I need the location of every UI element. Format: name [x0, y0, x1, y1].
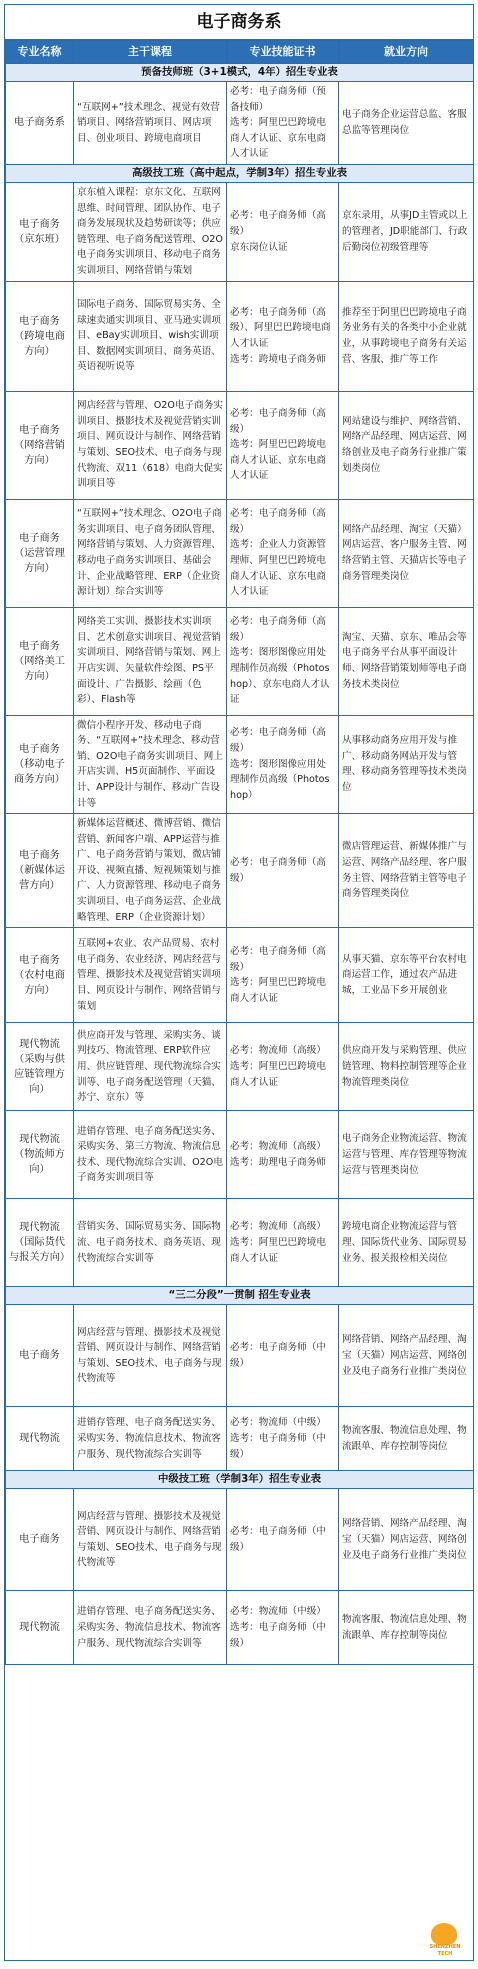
courses-cell: 新媒体运营概述、微博营销、微信营销、新闻客户端、APP运营与推广、电子商务营销与策划、微店铺开设、视频直播、短视频策划与推广、人力资源管理、移动电子商务实训项目、电子商务运营、企业战略管理、ERP（企业资源计划） — [74, 814, 227, 928]
career-cell: 从事移动商务应用开发与推广、移动商务网站开发与管理、移动商务管理等技术类岗位 — [339, 715, 474, 814]
section-header-row — [6, 1287, 474, 1305]
table-row — [6, 607, 474, 715]
section-title: “三二分段”一贯制 招生专业表 — [6, 1287, 474, 1305]
header-career: 就业方向 — [339, 41, 474, 64]
courses-cell: 网店经营与管理、O2O电子商务实训项目、摄影技术及视觉营销实训项目、网页设计与制作、网络营销与策划、SEO技术、电子商务与现代物流、双11（618）电商大促实训项目等 — [74, 391, 227, 499]
career-cell: 网站建设与维护、网络营销、网络产品经理、网店运营、网络创业及电子商务行业推广策划类岗位 — [339, 391, 474, 499]
section-title: 中级技工班（学制3年）招生专业表 — [6, 1471, 474, 1489]
section-header-row — [6, 1471, 474, 1489]
courses-cell: 营销实务、国际贸易实务、国际物流、电子商务技术、商务英语、现代物流综合实训等 — [74, 1199, 227, 1287]
certificate-cell: 必考：物流师（高级） 选考：阿里巴巴跨境电商人才认证 — [227, 1199, 339, 1287]
courses-cell: 网店经营与管理、摄影技术及视觉营销、网页设计与制作、网络营销与策划、SEO技术、电子商务与现代物流等 — [74, 1305, 227, 1407]
table-row — [6, 1023, 474, 1111]
career-cell: 网络产品经理、淘宝（天猫）网店运营、客户服务主管、网络营销主管、天猫店长等电子商务管理类岗位 — [339, 499, 474, 607]
school-logo-text: SHENZHEN TECH — [429, 1944, 461, 1957]
table-header-row — [6, 41, 474, 64]
major-name-cell: 电子商务（跨境电商方向） — [6, 281, 74, 391]
courses-cell: 进销存管理、电子商务配送实务、采购实务、物流信息技术、物流客户服务、现代物流综合实训等 — [74, 1591, 227, 1665]
career-cell: 物流客服、物流信息处理、物流跟单、库存控制等岗位 — [339, 1407, 474, 1471]
table-row — [6, 1591, 474, 1665]
major-name-cell: 电子商务（运营管理方向） — [6, 499, 74, 607]
major-name-cell: 电子商务系 — [6, 82, 74, 165]
major-name-cell: 电子商务（网络营销方向） — [6, 391, 74, 499]
courses-cell: 互联网+农业、农产品贸易、农村电子商务、农业经济、网店经营与管理、摄影技术及视觉营销实训项目、网页设计与制作、网络营销与策划 — [74, 928, 227, 1023]
table-row — [6, 715, 474, 814]
courses-cell: 进销存管理、电子商务配送实务、采购实务、第三方物流、物流信息技术、现代物流综合实训、O2O电子商务实训项目等 — [74, 1111, 227, 1199]
majors-table — [5, 40, 474, 1665]
certificate-cell: 必考：电子商务师（预备技师） 选考：阿里巴巴跨境电商人才认证、京东电商人才认证 — [227, 82, 339, 165]
courses-cell: 供应商开发与管理、采购实务、谈判技巧、物流管理、ERP软件应用、供应链管理、现代物流综合实训等、电子商务配送管理（天猫、苏宁、京东）等 — [74, 1023, 227, 1111]
major-name-cell: 现代物流 — [6, 1591, 74, 1665]
courses-cell: 网店经营与管理、摄影技术及视觉营销、网页设计与制作、网络营销与策划、SEO技术、电子商务与现代物流等 — [74, 1489, 227, 1591]
major-name-cell: 现代物流 — [6, 1407, 74, 1471]
career-cell: 微店管理运营、新媒体推广与运营、网络产品经理、客户服务主管、网络营销主管等电子商务管理类岗位 — [339, 814, 474, 928]
courses-cell: “互联网+”技术理念、视觉有效营销项目、网络营销项目、网店项目、创业项目、跨境电商项目 — [74, 82, 227, 165]
table-row — [6, 1305, 474, 1407]
certificate-cell: 必考：物流师（中级） 选考：电子商务师（中级） — [227, 1591, 339, 1665]
header-major: 专业名称 — [6, 41, 74, 64]
courses-cell: 微信小程序开发、移动电子商务、“互联网+”技术理念、移动营销、O2O电子商务实训项目、网上开店实训、H5页面制作、平面设计、APP设计与制作、移动广告设计等 — [74, 715, 227, 814]
career-cell: 物流客服、物流信息处理、物流跟单、库存控制等岗位 — [339, 1591, 474, 1665]
table-row — [6, 82, 474, 165]
certificate-cell: 必考：电子商务师（高级） — [227, 814, 339, 928]
table-row — [6, 1199, 474, 1287]
header-courses: 主干课程 — [74, 41, 227, 64]
career-cell: 跨境电商企业物流运营与管理、国际货代业务、国际贸易业务、报关报检相关岗位 — [339, 1199, 474, 1287]
table-row — [6, 1489, 474, 1591]
table-row — [6, 391, 474, 499]
career-cell: 电子商务企业运营总监、客服总监等管理岗位 — [339, 82, 474, 165]
document-page — [4, 4, 474, 1961]
certificate-cell: 必考：物流师（高级） 选考：助理电子商务师 — [227, 1111, 339, 1199]
page-title: 电子商务系 — [5, 5, 473, 40]
certificate-cell: 必考：电子商务师（高级） 选考：图形图像应用处理制作员高级（Photoshop） — [227, 715, 339, 814]
table-row — [6, 1111, 474, 1199]
certificate-cell: 必考：电子商务师（高级） 选考：阿里巴巴跨境电商人才认证 — [227, 928, 339, 1023]
major-name-cell: 电子商务（农村电商方向） — [6, 928, 74, 1023]
school-logo — [423, 1920, 467, 1957]
certificate-cell: 必考：电子商务师（中级） — [227, 1489, 339, 1591]
major-name-cell: 电子商务（京东班） — [6, 182, 74, 281]
career-cell: 京东录用，从事JD主管或以上的管理者，JD职能部门、行政后勤岗位初级管理等 — [339, 182, 474, 281]
section-title: 预备技师班（3+1模式，4年）招生专业表 — [6, 64, 474, 82]
table-row — [6, 499, 474, 607]
certificate-cell: 必考：电子商务师（高级） 选考：阿里巴巴跨境电商人才认证、京东电商人才认证 — [227, 391, 339, 499]
certificate-cell: 必考：电子商务师（高级）、阿里巴巴跨境电商人才认证 选考：跨境电子商务师 — [227, 281, 339, 391]
career-cell: 网络营销、网络产品经理、淘宝（天猫）网店运营、网络创业及电子商务行业推广类岗位 — [339, 1305, 474, 1407]
major-name-cell: 电子商务 — [6, 1305, 74, 1407]
header-certificate: 专业技能证书 — [227, 41, 339, 64]
table-body — [6, 64, 474, 1665]
certificate-cell: 必考：电子商务师（高级） 选考：企业人力资源管理师、阿里巴巴跨境电商人才认证、京东电商人才认证 — [227, 499, 339, 607]
section-header-row — [6, 64, 474, 82]
career-cell: 淘宝、天猫、京东、唯品会等电子商务平台从事平面设计师、网络营销策划师等电子商务技术类岗位 — [339, 607, 474, 715]
major-name-cell: 电子商务（网络美工方向） — [6, 607, 74, 715]
table-row — [6, 1407, 474, 1471]
major-name-cell: 电子商务（移动电子商务方向） — [6, 715, 74, 814]
table-row — [6, 814, 474, 928]
courses-cell: “互联网+”技术理念、O2O电子商务实训项目、电子商务团队管理、网络营销与策划、人力资源管理、移动电子商务实训项目、基础会计、企业战略管理、ERP（企业资源计划）综合实训等 — [74, 499, 227, 607]
certificate-cell: 必考：电子商务师（高级） 京东岗位认证 — [227, 182, 339, 281]
table-row — [6, 182, 474, 281]
major-name-cell: 现代物流（国际货代与报关方向） — [6, 1199, 74, 1287]
major-name-cell: 电子商务 — [6, 1489, 74, 1591]
career-cell: 供应商开发与采购管理、供应链管理、物料控制管理等企业物流管理类岗位 — [339, 1023, 474, 1111]
section-header-row — [6, 164, 474, 182]
school-logo-icon — [431, 1923, 457, 1945]
certificate-cell: 必考：物流师（中级） 选考：电子商务师（中级） — [227, 1407, 339, 1471]
major-name-cell: 现代物流（采购与供应链管理方向） — [6, 1023, 74, 1111]
career-cell: 网络营销、网络产品经理、淘宝（天猫）网店运营、网络创业及电子商务行业推广类岗位 — [339, 1489, 474, 1591]
certificate-cell: 必考：电子商务师（高级） 选考：图形图像应用处理制作员高级（Photoshop）、京东电商人才认证 — [227, 607, 339, 715]
section-title: 高级技工班（高中起点，学制3年）招生专业表 — [6, 164, 474, 182]
certificate-cell: 必考：物流师（高级） 选考：阿里巴巴跨境电商人才认证 — [227, 1023, 339, 1111]
table-row — [6, 928, 474, 1023]
career-cell: 推荐至于阿里巴巴跨境电子商务业务有关的各类中小企业就业，从事跨境电子商务有关运营、客服、推广等工作 — [339, 281, 474, 391]
courses-cell: 国际电子商务、国际贸易实务、全球速卖通实训项目、亚马逊实训项目、eBay实训项目、wish实训项目、数据网实训项目、商务英语、英语视听说等 — [74, 281, 227, 391]
major-name-cell: 现代物流（物流师方向） — [6, 1111, 74, 1199]
table-row — [6, 281, 474, 391]
courses-cell: 网络美工实训、摄影技术实训项目、艺术创意实训项目、视觉营销实训项目、网络营销与策划、网上开店实训、矢量软件绘图、PS平面设计、广告摄影、绘画（色彩）、Flash等 — [74, 607, 227, 715]
career-cell: 电子商务企业物流运营、物流运营与管理、库存管理等物流运营与管理类岗位 — [339, 1111, 474, 1199]
courses-cell: 京东植入课程：京东文化、互联网思维、时间管理、团队协作、电子商务发展现状及趋势研读等；供应链管理、电子商务配送管理、O2O电子商务实训项目、移动电子商务实训项目、网络营销与策划 — [74, 182, 227, 281]
career-cell: 从事天猫、京东等平台农村电商运营工作，通过农产品进城，工业品下乡开展创业 — [339, 928, 474, 1023]
courses-cell: 进销存管理、电子商务配送实务、采购实务、物流信息技术、物流客户服务、现代物流综合实训等 — [74, 1407, 227, 1471]
certificate-cell: 必考：电子商务师（中级） — [227, 1305, 339, 1407]
major-name-cell: 电子商务（新媒体运营方向） — [6, 814, 74, 928]
